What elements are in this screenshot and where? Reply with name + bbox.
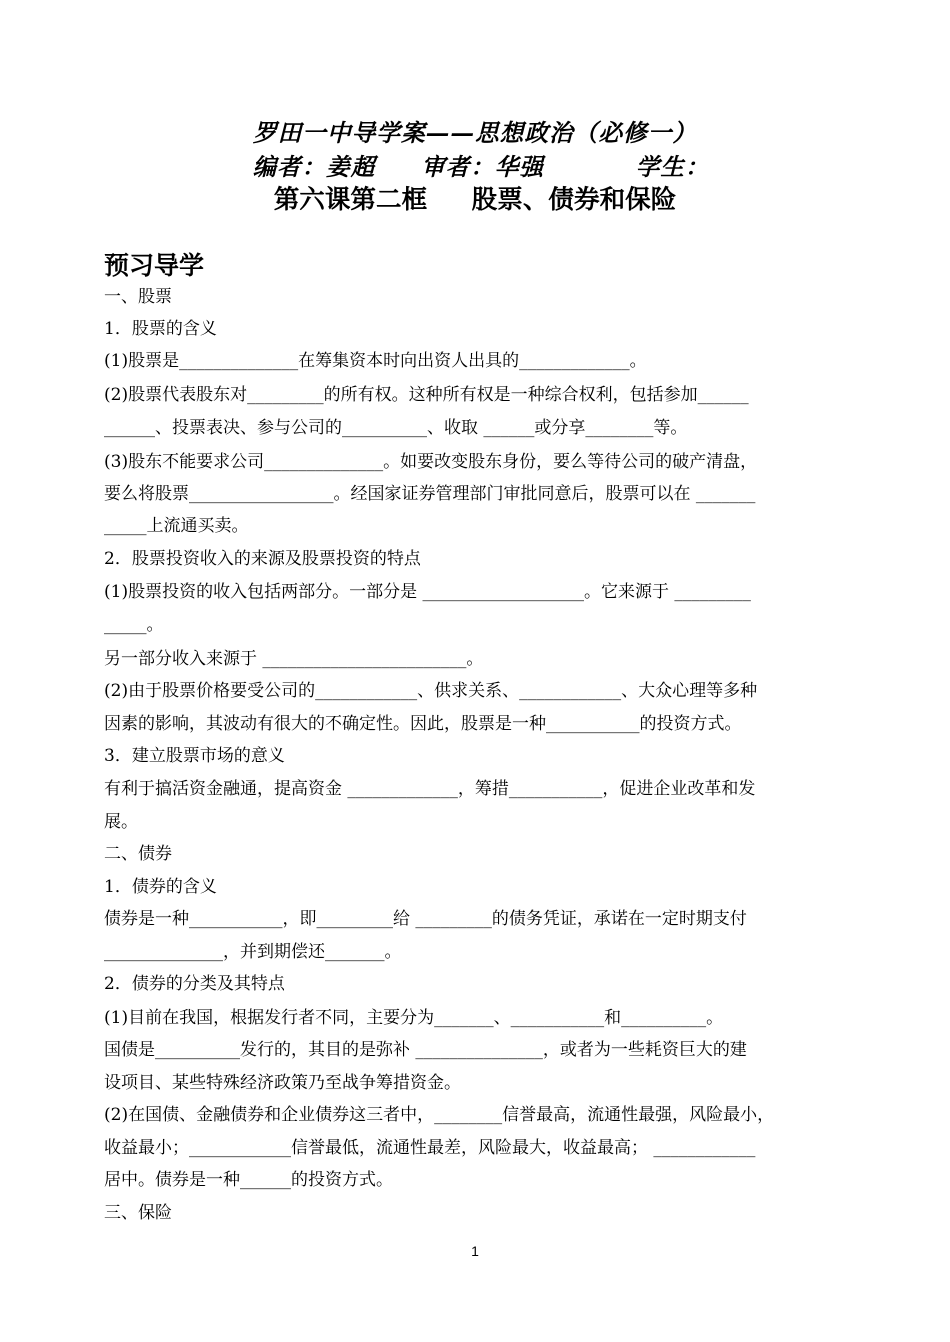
text-line: 居中。债券是一种______的投资方式。 [104,1170,393,1190]
text-line: (1)目前在我国，根据发行者不同，主要分为_______、___________和__________。 [104,1008,724,1028]
text-line: 1．股票的含义 [104,319,217,339]
text-line: 2．债券的分类及其特点 [104,974,285,994]
author-line: 编者：姜超 审者：华强 学生： [252,153,710,181]
lesson-title: 第六课第二框 股票、债券和保险 [273,185,677,215]
text-line: (2)股票代表股东对_________的所有权。这种所有权是一种综合权利，包括参加______ [104,385,749,405]
text-line: _____上流通买卖。 [104,516,249,536]
text-line: 展。 [104,812,138,832]
text-line: 有利于搞活资金融通，提高资金 _____________，筹措___________，促进企业改革和发 [104,779,756,799]
text-line: 二、债券 [104,844,172,864]
text-line: (1)股票是______________在筹集资本时向出资人出具的_____________。 [104,351,647,371]
text-line: ______________，并到期偿还_______。 [104,942,402,962]
text-line: (3)股东不能要求公司______________。如要改变股东身份，要么等待公司的破产清盘， [104,452,758,472]
text-line: 设项目、某些特殊经济政策乃至战争筹措资金。 [104,1073,461,1093]
text-line: (1)股票投资的收入包括两部分。一部分是 ___________________。它来源于 _________ [104,582,751,602]
page-number: 1 [471,1243,479,1259]
text-line: 债券是一种___________，即_________给 _________的债务凭证，承诺在一定时期支付 [104,909,747,929]
text-line: 一、股票 [104,287,172,307]
text-line: (2)在国债、金融债券和企业债券这三者中，________信誉最高，流通性最强，风险最小， [104,1105,775,1125]
text-line: _____。 [104,615,164,635]
text-line: 国债是__________发行的，其目的是弥补 _______________，或者为一些耗资巨大的建 [104,1040,747,1060]
text-line: 因素的影响，其波动有很大的不确定性。因此，股票是一种___________的投资方式。 [104,714,742,734]
text-line: 收益最小；____________信誉最低，流通性最差，风险最大，收益最高； ____________ [104,1138,756,1158]
section-heading: 预习导学 [104,251,205,280]
school-title: 罗田一中导学案——思想政治（必修一） [252,119,698,147]
text-line: 3．建立股票市场的意义 [104,746,285,766]
text-line: 另一部分收入来源于 ________________________。 [104,649,484,669]
text-line: 要么将股票_________________。经国家证券管理部门审批同意后，股票可以在 _______ [104,484,756,504]
text-line: 2．股票投资收入的来源及股票投资的特点 [104,549,421,569]
text-line: 1．债券的含义 [104,877,217,897]
text-line: (2)由于股票价格要受公司的____________、供求关系、____________、大众心理等多种 [104,681,758,701]
text-line: ______、投票表决、参与公司的__________、收取 ______或分享________等。 [104,418,688,438]
text-line: 三、保险 [104,1203,172,1223]
